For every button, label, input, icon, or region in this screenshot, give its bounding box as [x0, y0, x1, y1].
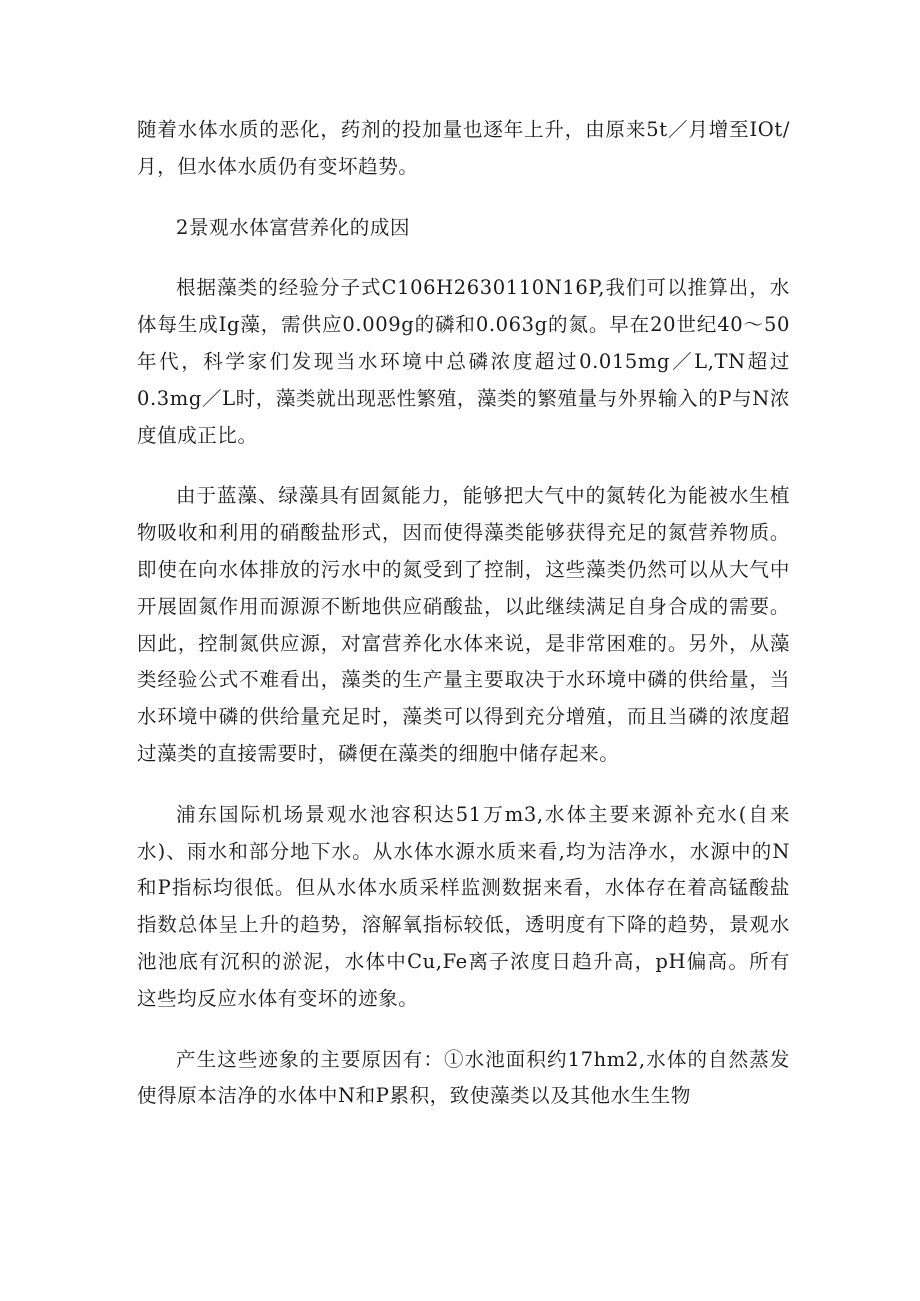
body-text [137, 112, 790, 1139]
paragraph-main-causes: 产生这些迹象的主要原因有：①水池面积约17hm2,水体的自然蒸发使得原本洁净的水体中N和P累积，致使藻类以及其他水生生物 [137, 1047, 790, 1108]
paragraph-airport-pond: 浦东国际机场景观水池容积达51万m3,水体主要来源补充水(自来水)、雨水和部分地下水。从水体水源水质来看,均为洁净水，水源中的N和P指标均很低。但从水体水质采样监测数据来看，水体存在着高锰酸盐指数总体呈上升的趋势，溶解氧指标较低，透明度有下降的趋势，景观水池池底有沉积的淤泥，水体中Cu,Fe离子浓度日趋升高，pH偏高。所有这些均反应水体有变坏的迹象。 [137, 802, 790, 1010]
paragraph-nitrogen-fixation: 由于蓝藻、绿藻具有固氮能力，能够把大气中的氮转化为能被水生植物吸收和利用的硝酸盐形式，因而使得藻类能够获得充足的氮营养物质。即使在向水体排放的污水中的氮受到了控制，这些藻类仍然可以从大气中开展固氮作用而源源不断地供应硝酸盐，以此继续满足自身合成的需要。因此，控制氮供应源，对富营养化水体来说，是非常困难的。另外，从藻类经验公式不难看出，藻类的生产量主要取决于水环境中磷的供给量，当水环境中磷的供给量充足时，藻类可以得到充分增殖，而且当磷的浓度超过藻类的直接需要时，磷便在藻类的细胞中储存起来。 [137, 484, 790, 765]
paragraph-algae-formula: 根据藻类的经验分子式C106H2630110N16P,我们可以推算出，水体每生成Ig藻，需供应0.009g的磷和0.063g的氮。早在20世纪40～50年代，科学家们发现当水环境中总磷浓度超过0.015mg／L,TN超过0.3mg／L时，藻类就出现恶性繁殖，藻类的繁殖量与外界输入的P与N浓度值成正比。 [137, 276, 790, 447]
section-heading-eutrophication-causes: 2景观水体富营养化的成因 [176, 215, 411, 239]
paragraph-dosage-trend: 随着水体水质的恶化，药剂的投加量也逐年上升，由原来5t／月增至IOt/月，但水体水质仍有变坏趋势。 [137, 118, 790, 178]
